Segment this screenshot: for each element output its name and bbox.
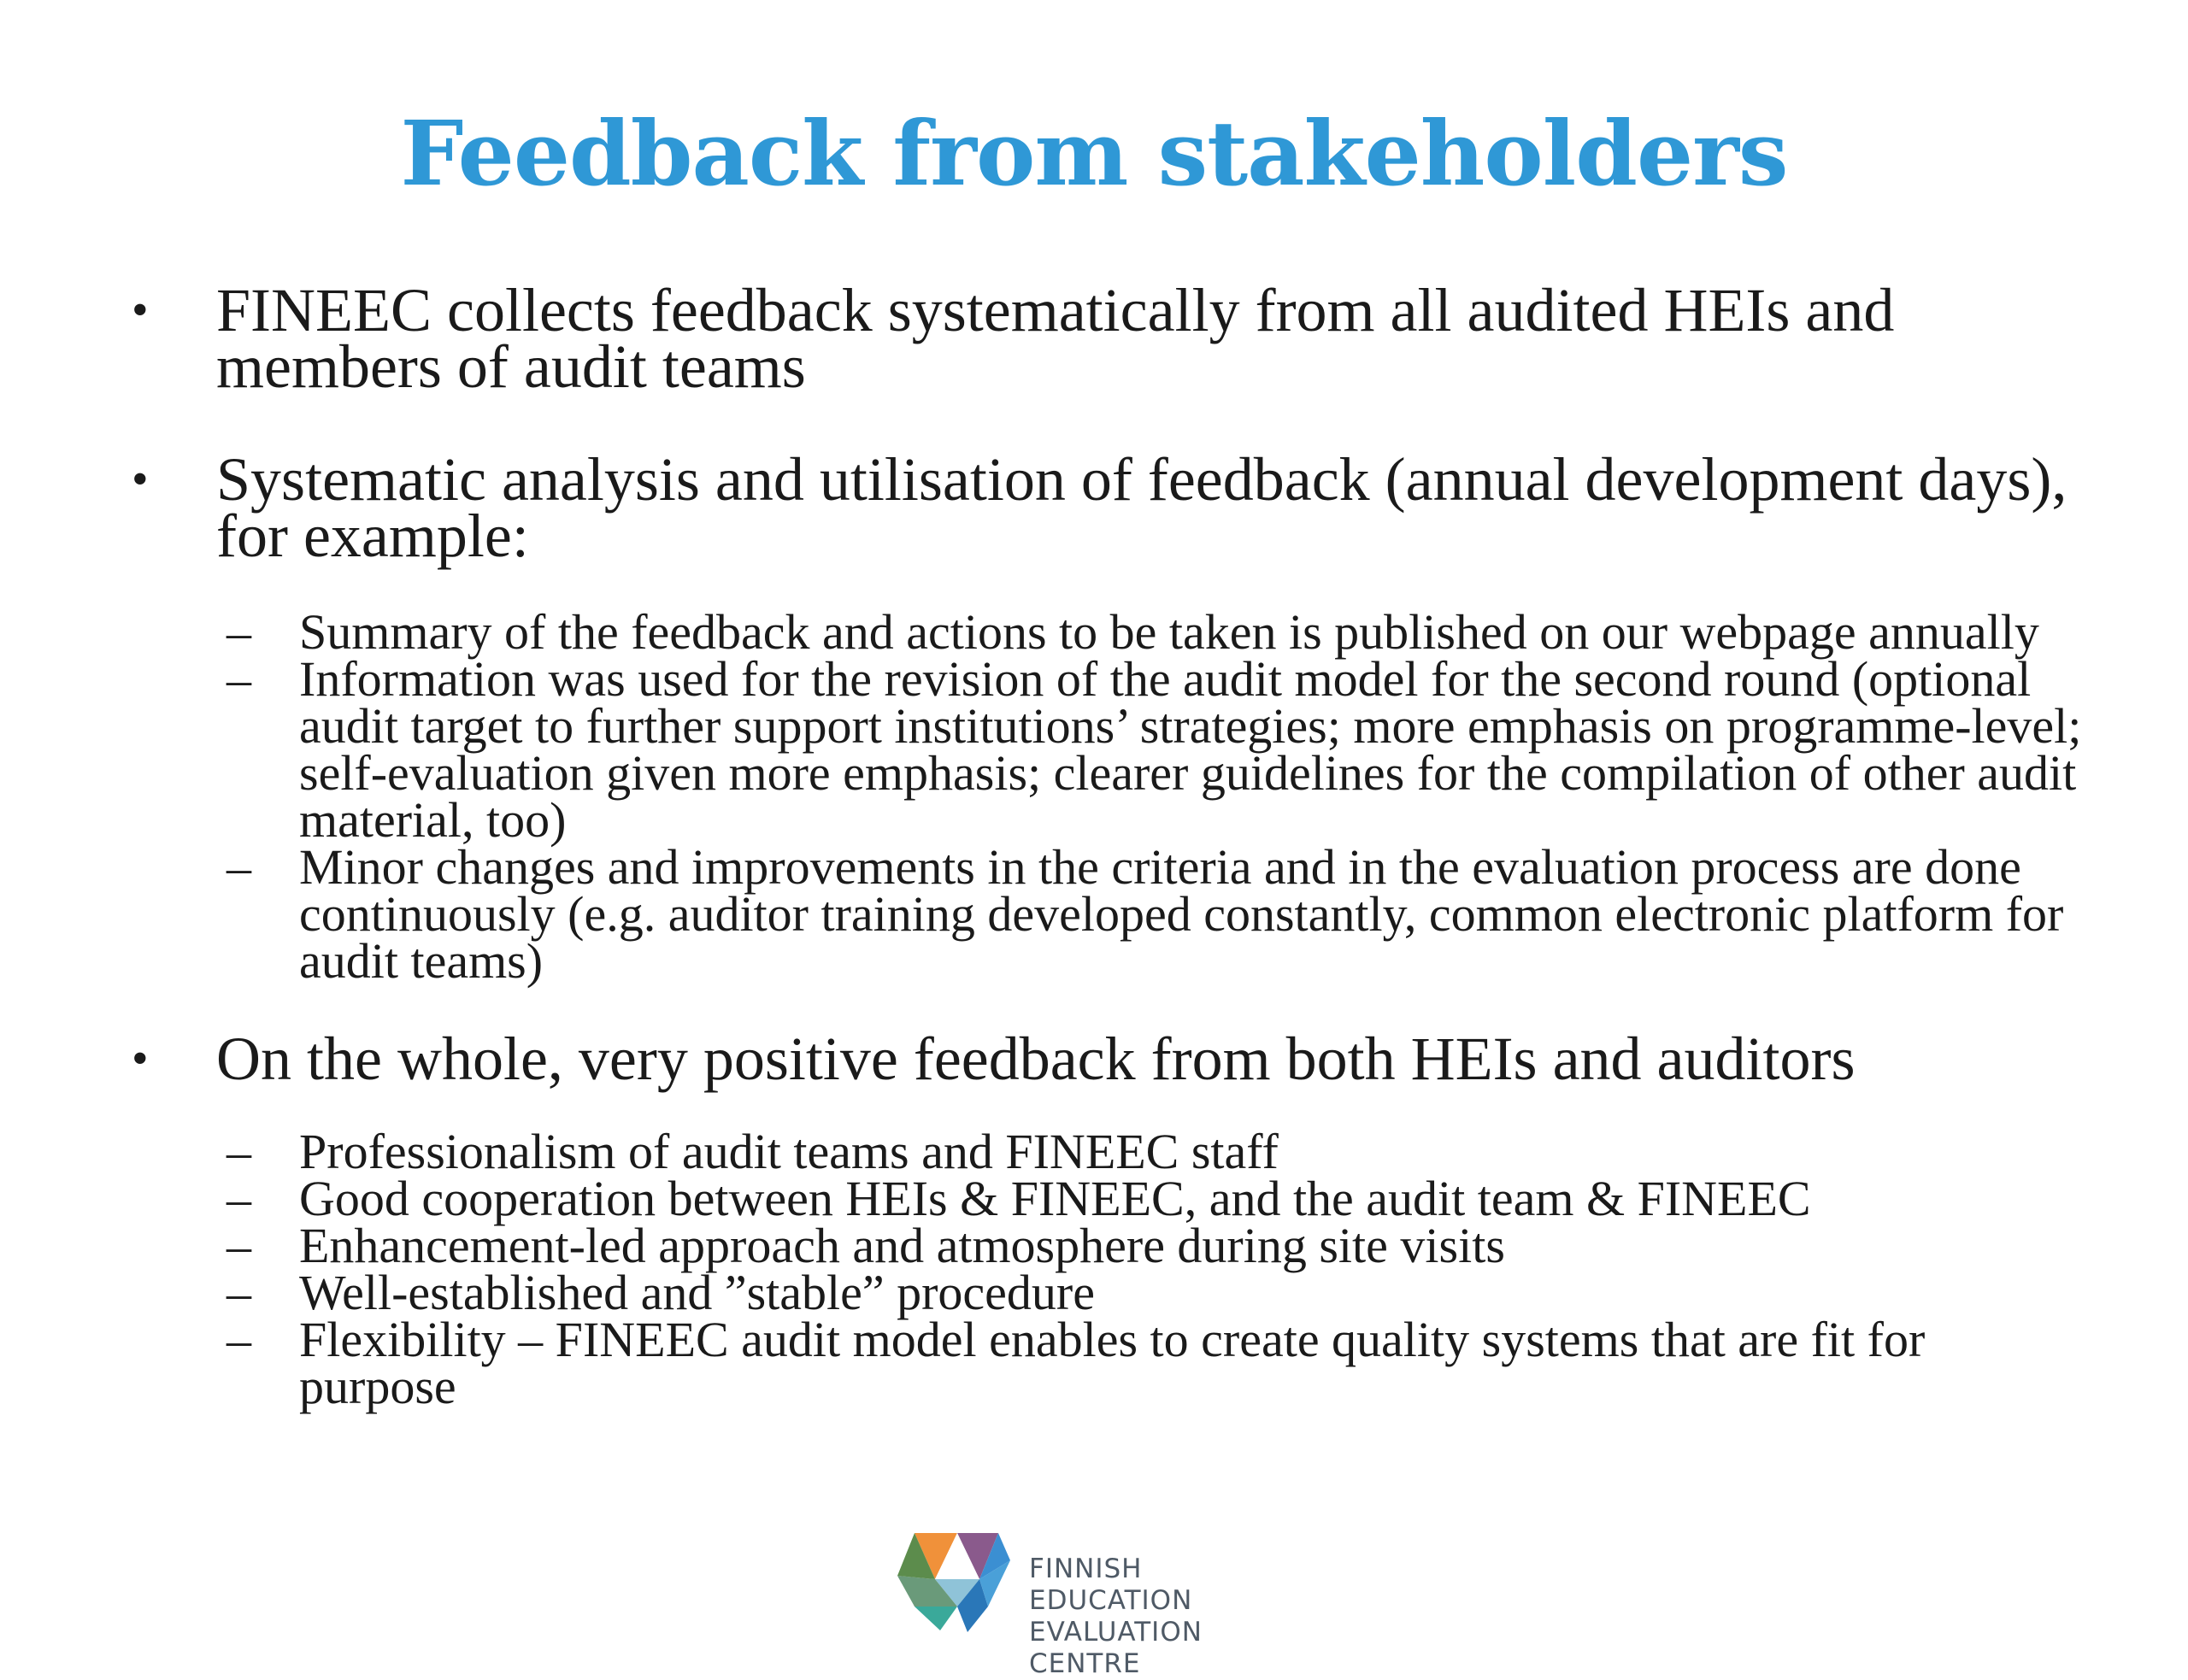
sub-text: Enhancement-led approach and atmosphere during site visits	[299, 1218, 1505, 1273]
fineec-logo	[894, 1530, 1304, 1679]
sub-item	[120, 839, 2085, 989]
slide-title: Feedback from stakeholders	[400, 101, 1788, 206]
sub-text: Good cooperation between HEIs & FINEEC, and the audit team & FINEEC	[299, 1171, 1811, 1226]
bullet-item	[120, 445, 2085, 570]
sub-item	[120, 604, 2085, 660]
dash-mark: –	[226, 1171, 251, 1226]
bullet-item	[120, 276, 2085, 401]
bullet-text: On the whole, very positive feedback from both HEIs and auditors	[216, 1025, 1856, 1093]
logo-text	[1029, 1554, 1304, 1680]
dash-mark: –	[226, 1218, 251, 1273]
sub-list	[120, 1124, 2085, 1414]
logo-line-1: FINNISH EDUCATION	[1029, 1554, 1193, 1616]
bullet-mark: •	[132, 1032, 149, 1085]
sub-text: Well-established and ”stable” procedure	[299, 1265, 1095, 1320]
sub-item	[120, 651, 2085, 848]
sub-text: Summary of the feedback and actions to be taken is published on our webpage annually	[299, 604, 2039, 660]
sub-item	[120, 1265, 2085, 1320]
bullet-mark: •	[132, 453, 149, 506]
sub-text: Information was used for the revision of the audit model for the second round (optional audit target to further support institutions’ strategies; more emphasis on programme-level; self-evaluation given more emphasis; clearer guidelines for the compilation of other audit material, too)	[299, 651, 2082, 848]
dash-mark: –	[226, 1312, 251, 1367]
sub-item	[120, 1312, 2085, 1414]
sub-text: Professionalism of audit teams and FINEEC staff	[299, 1124, 1279, 1179]
dash-mark: –	[226, 604, 251, 660]
fineec-triangle-logo-icon	[894, 1530, 1014, 1636]
bullet-text: Systematic analysis and utilisation of feedback (annual development days), for example:	[216, 445, 2067, 570]
sub-item	[120, 1218, 2085, 1273]
sub-text: Minor changes and improvements in the criteria and in the evaluation process are done continuously (e.g. auditor training developed constantly, common electronic platform for audit teams)	[299, 839, 2064, 989]
dash-mark: –	[226, 651, 251, 707]
bullet-mark: •	[132, 284, 149, 337]
bullet-item	[120, 1025, 2085, 1093]
slide-content	[120, 276, 2085, 1414]
dash-mark: –	[226, 1265, 251, 1320]
sub-item	[120, 1171, 2085, 1226]
dash-mark: –	[226, 1124, 251, 1179]
logo-line-2: EVALUATION CENTRE	[1029, 1617, 1203, 1679]
sub-list	[120, 604, 2085, 989]
dash-mark: –	[226, 839, 251, 895]
sub-text: Flexibility – FINEEC audit model enables to create quality systems that are fit for purpose	[299, 1312, 1926, 1414]
sub-item	[120, 1124, 2085, 1179]
bullet-text: FINEEC collects feedback systematically from all audited HEIs and members of audit teams	[216, 276, 1895, 401]
